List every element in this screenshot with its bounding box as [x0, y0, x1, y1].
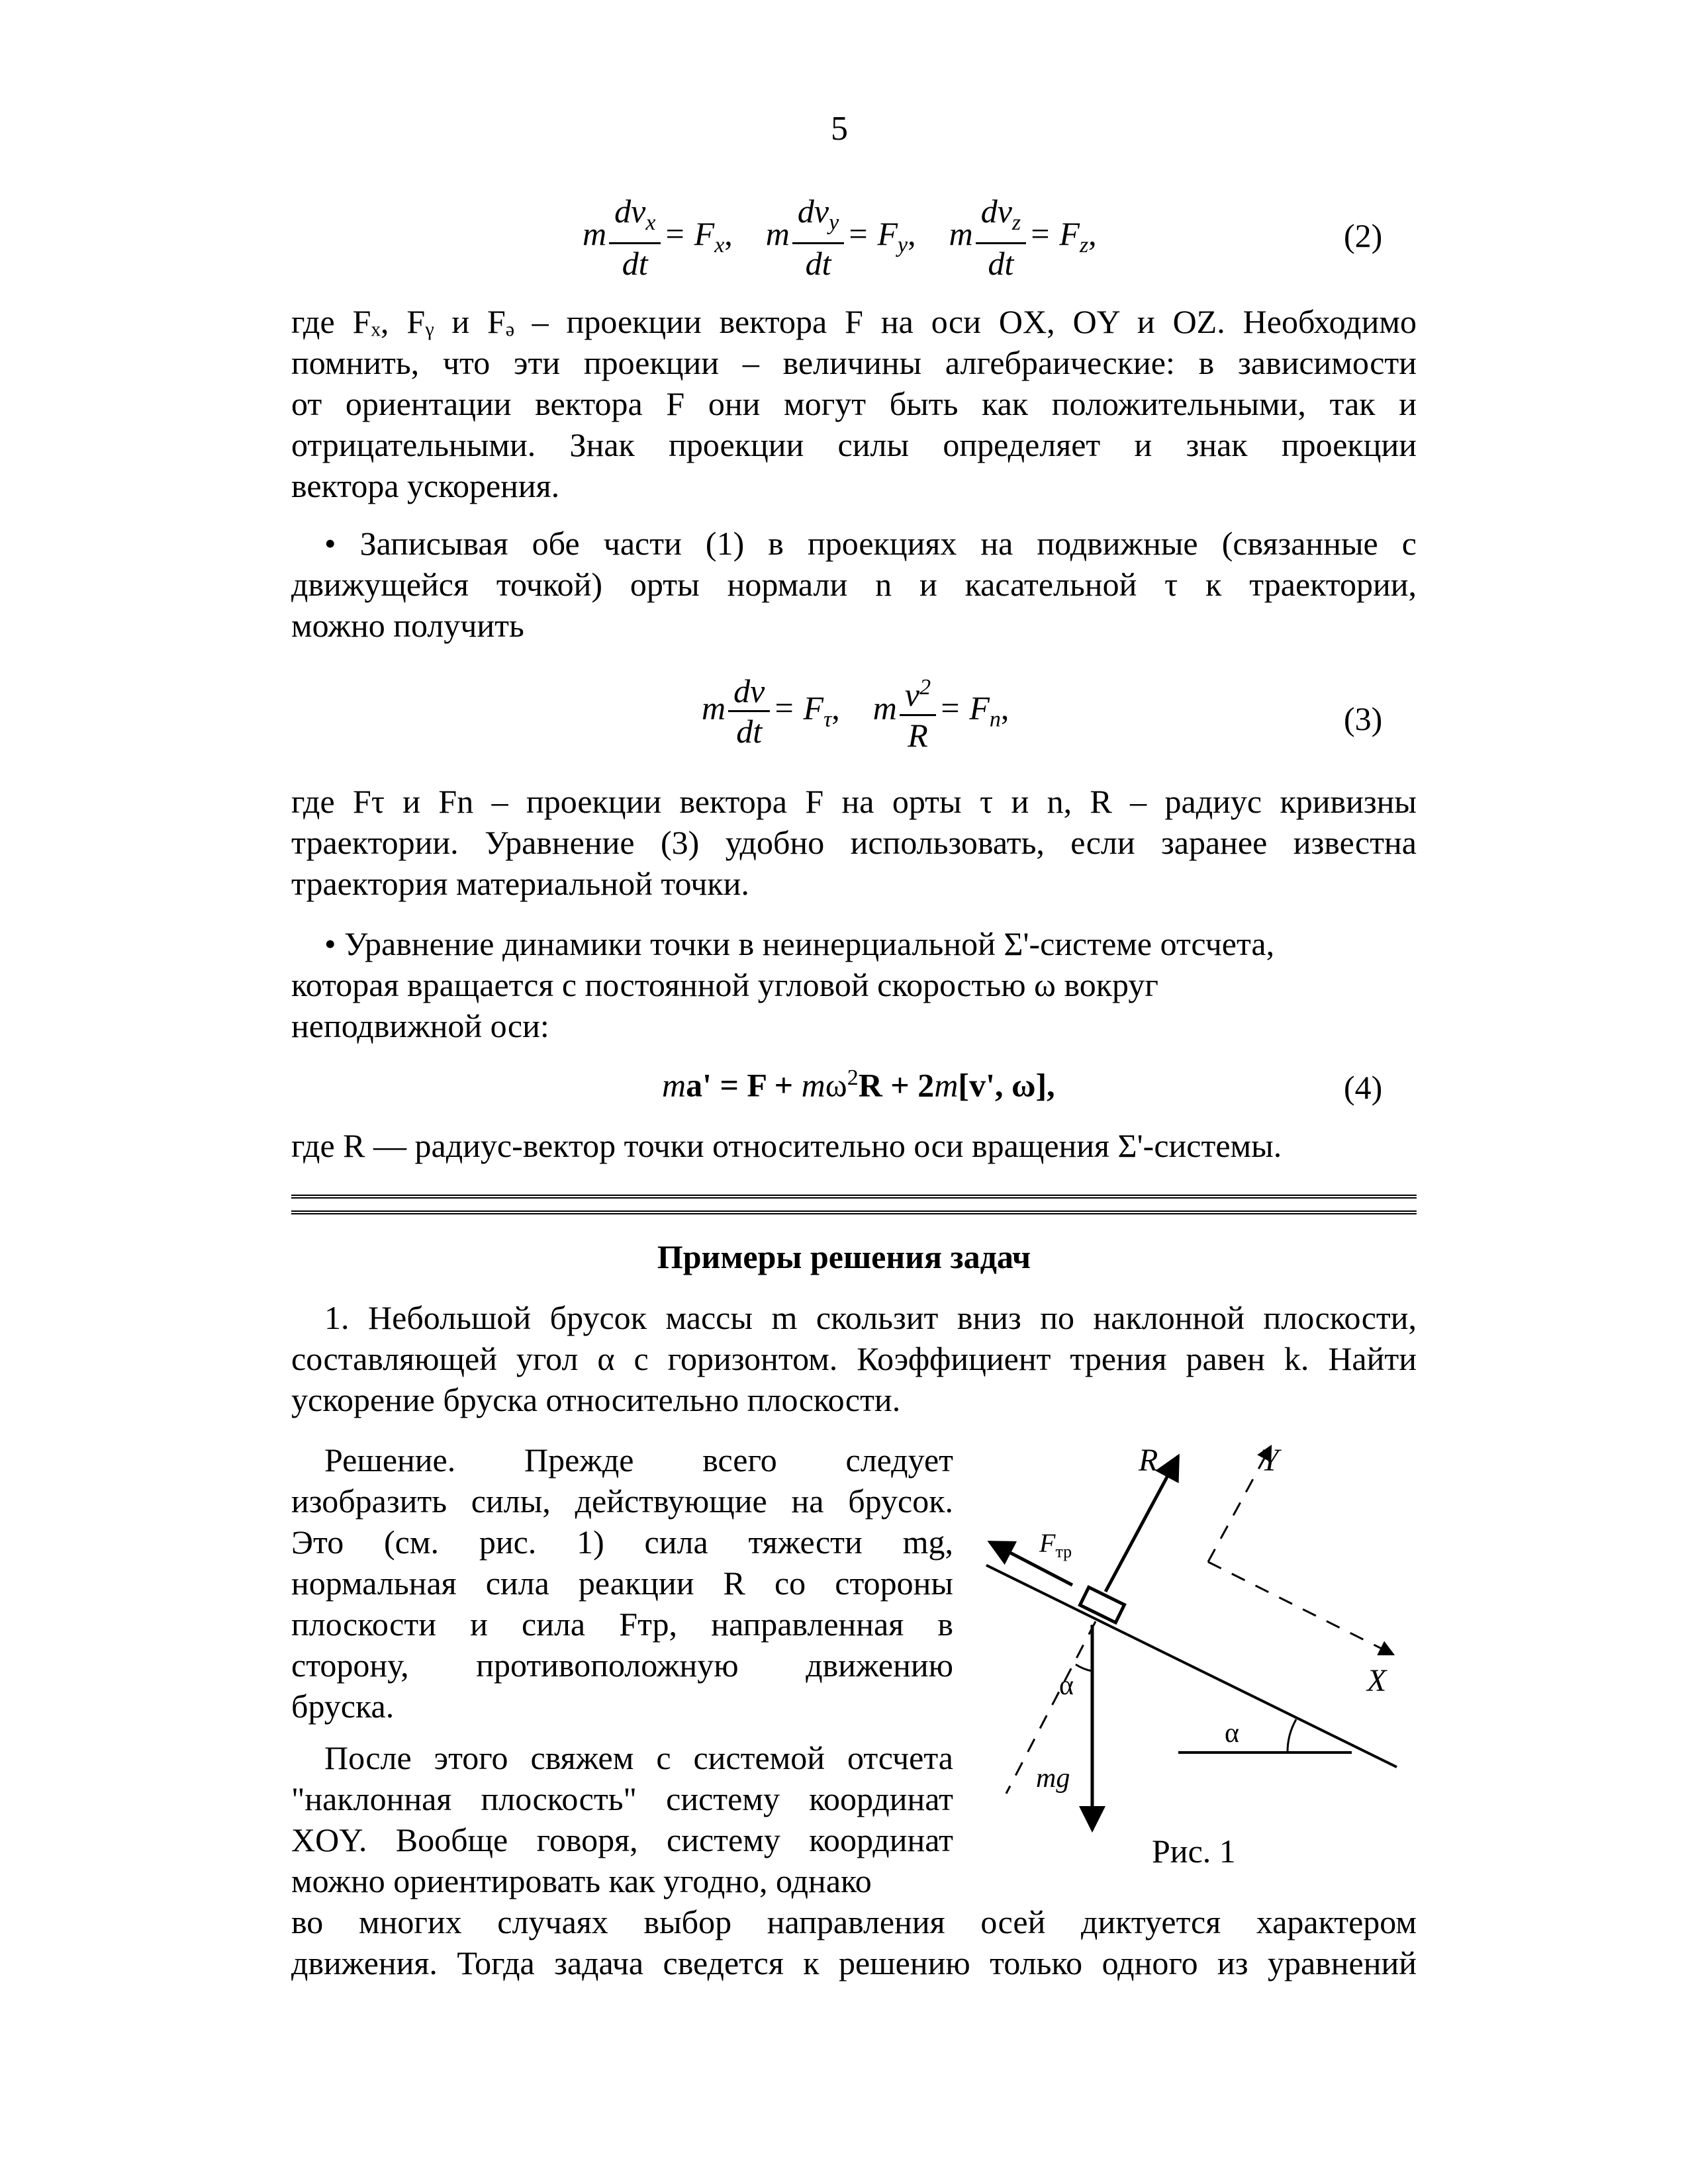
paragraph-projections — [291, 301, 1417, 506]
text-line: от ориентации вектора F они могут быть как положительными, так и — [291, 385, 1417, 422]
text-line: где Fτ и Fn – проекции вектора F на орты τ и n, R – радиус кривизны — [291, 783, 1417, 820]
text-line: помнить, что эти проекции – величины алгебраические: в зависимости — [291, 344, 1417, 381]
text-line: траектория материальной точки. — [291, 865, 749, 902]
x-axis — [1208, 1562, 1393, 1655]
text-line: можно ориентировать как угодно, однако — [291, 1862, 872, 1899]
solution-text — [291, 1439, 953, 1727]
text-line: После этого свяжем с системой отсчета — [324, 1739, 953, 1776]
text-line: которая вращается с постоянной угловой скоростью ω вокруг — [291, 966, 1158, 1003]
text-line: вектора ускорения. — [291, 467, 560, 504]
equation-2: m $\frac{dv_x}{dt}$ = $F_x$, m $\frac{dv_y}{dt}$ = $F_y$, m $\frac{dv_z}{dt}$ = $F_z$, — [583, 193, 1097, 282]
text-line: движения. Тогда задача сведется к решению только одного из уравнений — [291, 1944, 1417, 1981]
figure-caption: Рис. 1 — [1152, 1833, 1236, 1870]
block — [1080, 1587, 1124, 1622]
text-line: где R — радиус-вектор точки относительно оси вращения Σ'-системы. — [291, 1127, 1282, 1164]
angle-arc-incline — [1288, 1719, 1296, 1752]
text-line: составляющей угол α с горизонтом. Коэффициент трения равен k. Найти — [291, 1340, 1417, 1377]
equation-4: $ma' = F + m\omega^2R + 2m[v'$, ω], — [662, 1066, 1055, 1104]
equation-3: m $\frac{dv}{dt}$ = $F_\tau$, m $\frac{v^2}{R}$ = $F_n$, — [702, 668, 1009, 754]
incline-line — [986, 1565, 1397, 1767]
page-number: 5 — [831, 110, 848, 148]
angle-arc-block — [1076, 1664, 1092, 1671]
figure-1-inclined-plane — [960, 1436, 1436, 1866]
text-line: можно получить — [291, 607, 524, 644]
text-line: "наклонная плоскость" систему координат — [291, 1780, 953, 1817]
continuation-text — [291, 1901, 1417, 1983]
text-line: движущейся точкой) орты нормали n и касательной τ к траектории, — [291, 566, 1417, 603]
text-line: 1. Небольшой брусок массы m скользит вниз по наклонной плоскости, — [324, 1299, 1417, 1336]
text-line: плоскости и сила Fтр, направленная в — [291, 1606, 953, 1643]
text-line: • Записывая обе части (1) в проекциях на подвижные (связанные с — [324, 525, 1417, 562]
label-X: X — [1367, 1663, 1387, 1698]
paragraph-radius-vector — [291, 1125, 1417, 1166]
problem-1 — [291, 1297, 1417, 1420]
text-line: изобразить силы, действующие на брусок. — [291, 1482, 953, 1520]
text-line: бруска. — [291, 1688, 395, 1725]
equation-3-number: (3) — [1344, 700, 1383, 737]
label-Y: Y — [1261, 1443, 1279, 1478]
paragraph-normal-tangent — [291, 523, 1417, 646]
equation-2-number: (2) — [1344, 217, 1383, 254]
text-line: траектории. Уравнение (3) удобно использовать, если заранее известна — [291, 824, 1417, 861]
paragraph-noninertial — [291, 923, 1417, 1046]
text-line: ускорение бруска относительно плоскости. — [291, 1381, 901, 1418]
label-alpha-block: α — [1059, 1670, 1074, 1701]
text-line: отрицательными. Знак проекции силы определяет и знак проекции — [291, 426, 1417, 463]
text-line: Это (см. рис. 1) сила тяжести mg, — [291, 1524, 953, 1561]
text-line: где Fₓ, Fᵧ и Fₔ – проекции вектора F на оси OX, OY и OZ. Необходимо — [291, 303, 1417, 340]
label-mg: mg — [1036, 1763, 1070, 1794]
text-line: нормальная сила реакции R со стороны — [291, 1565, 953, 1602]
equation-4-number: (4) — [1344, 1069, 1383, 1106]
text-line: неподвижной оси: — [291, 1007, 549, 1044]
section-title: Примеры решения задач — [657, 1238, 1031, 1275]
text-line: сторону, противоположную движению — [291, 1647, 953, 1684]
label-friction: $F_{тр}$ — [1039, 1528, 1072, 1561]
text-line: во многих случаях выбор направления осей диктуется характером — [291, 1903, 1417, 1940]
label-alpha-incline: α — [1225, 1718, 1240, 1749]
label-R: R — [1139, 1443, 1158, 1478]
text-line: XOY. Вообще говоря, систему координат — [291, 1821, 953, 1858]
section-divider — [291, 1195, 1417, 1214]
text-line: • Уравнение динамики точки в неинерциальной Σ'-системе отсчета, — [324, 925, 1275, 962]
paragraph-curvature — [291, 781, 1417, 904]
text-line: Решение. Прежде всего следует — [324, 1441, 953, 1479]
coordinate-system-text — [291, 1737, 953, 1901]
